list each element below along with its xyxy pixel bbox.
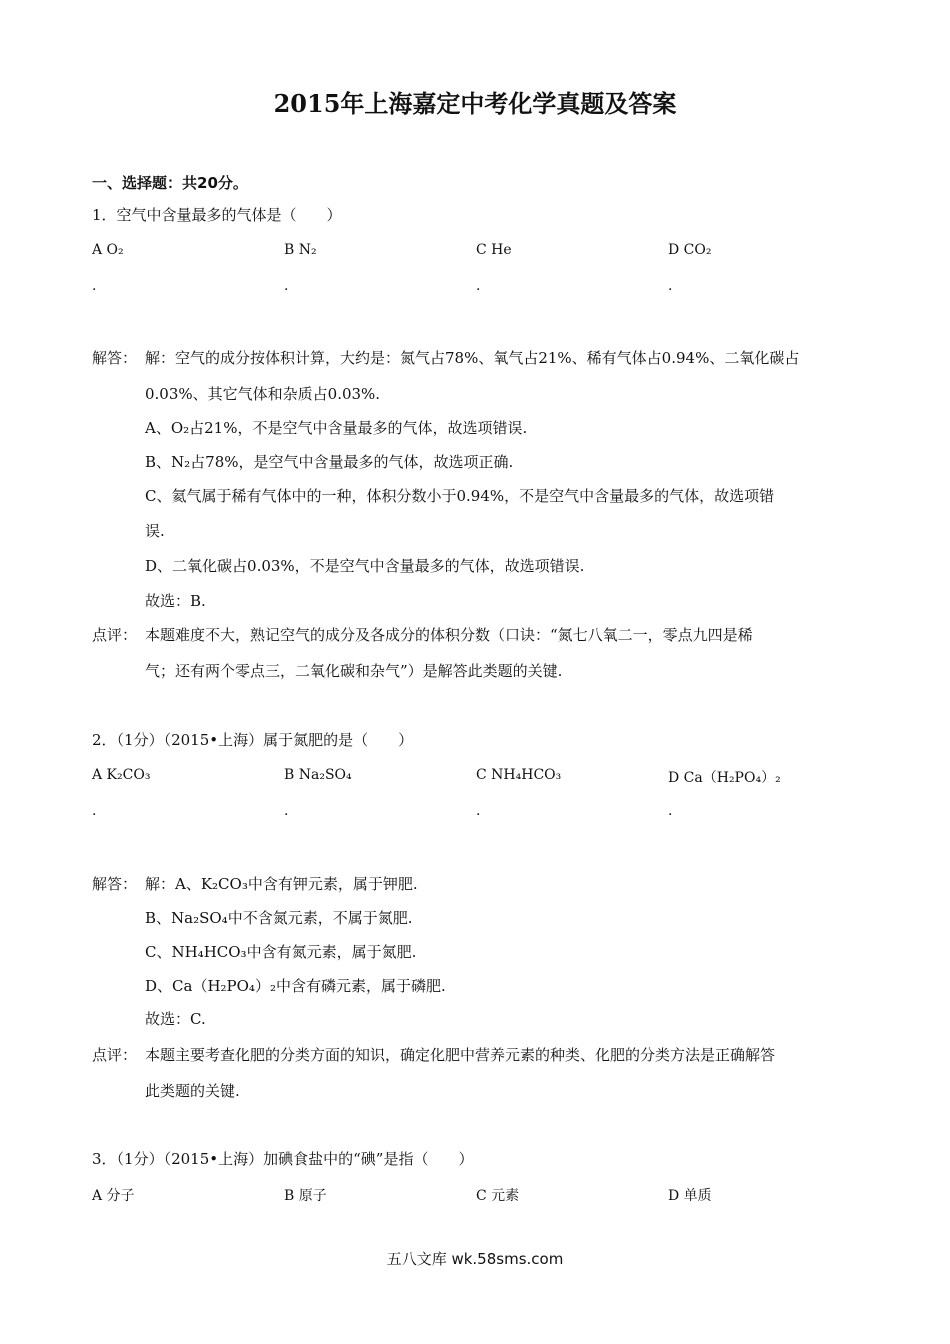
q3-option-a: A 分子 xyxy=(92,1188,135,1204)
q1-dot: . xyxy=(668,278,673,294)
q2-answer-line: 故选：C. xyxy=(145,1010,206,1028)
q2-option-b: B Na₂SO₄ xyxy=(284,767,352,783)
question-1-stem: 1．空气中含量最多的气体是（ ） xyxy=(92,206,342,224)
q2-dot: . xyxy=(668,803,673,819)
q1-comment-line: 本题难度不大，熟记空气的成分及各成分的体积分数（口诀：“氮七八氧二一，零点九四是稀 xyxy=(145,626,753,644)
q2-answer-line: B、Na₂SO₄中不含氮元素，不属于氮肥. xyxy=(145,909,413,927)
q2-answer-line: C、NH₄HCO₃中含有氮元素，属于氮肥. xyxy=(145,943,417,961)
q2-option-d: D Ca（H₂PO₄）₂ xyxy=(668,770,781,786)
q2-comment-label: 点评： xyxy=(92,1046,138,1064)
q3-option-c: C 元素 xyxy=(476,1188,520,1204)
q3-option-b: B 原子 xyxy=(284,1188,327,1204)
q1-answer-line: 解：空气的成分按体积计算，大约是：氮气占78%、氧气占21%、稀有气体占0.94%、二氧化碳占 xyxy=(145,349,800,367)
q2-comment-line: 本题主要考查化肥的分类方面的知识，确定化肥中营养元素的种类、化肥的分类方法是正确解答 xyxy=(145,1046,776,1064)
q1-dot: . xyxy=(476,278,481,294)
q2-dot: . xyxy=(284,803,289,819)
section-heading: 一、选择题：共20分。 xyxy=(92,174,248,192)
q1-option-d: D CO₂ xyxy=(668,242,712,258)
q2-dot: . xyxy=(476,803,481,819)
q1-answer-line: 误. xyxy=(145,522,165,540)
q1-comment-label: 点评： xyxy=(92,626,138,644)
q2-answer-line: D、Ca（H₂PO₄）₂中含有磷元素，属于磷肥. xyxy=(145,977,446,995)
q1-dot: . xyxy=(92,278,97,294)
footer-watermark: 五八文库 wk.58sms.com xyxy=(386,1250,564,1268)
q1-answer-line: D、二氧化碳占0.03%，不是空气中含量最多的气体，故选项错误. xyxy=(145,557,585,575)
q2-comment-line: 此类题的关键. xyxy=(145,1082,240,1100)
q1-answer-label: 解答： xyxy=(92,349,138,367)
q2-answer-label: 解答： xyxy=(92,875,138,893)
q2-answer-line: 解：A、K₂CO₃中含有钾元素，属于钾肥. xyxy=(145,875,418,893)
q1-answer-line: A、O₂占21%，不是空气中含量最多的气体，故选项错误. xyxy=(145,419,528,437)
q2-option-c: C NH₄HCO₃ xyxy=(476,767,562,783)
q1-answer-line: C、氦气属于稀有气体中的一种，体积分数小于0.94%，不是空气中含量最多的气体，故选项错 xyxy=(145,487,775,505)
page-title: 2015年上海嘉定中考化学真题及答案 xyxy=(273,89,677,118)
q1-option-b: B N₂ xyxy=(284,242,317,258)
question-2-stem: 2．（1分）（2015•上海）属于氮肥的是（ ） xyxy=(92,731,414,749)
q1-comment-line: 气；还有两个零点三，二氧化碳和杂气”）是解答此类题的关键. xyxy=(145,662,563,680)
q1-answer-line: 故选：B. xyxy=(145,592,206,610)
q2-option-a: A K₂CO₃ xyxy=(92,767,151,783)
q1-answer-line: B、N₂占78%，是空气中含量最多的气体，故选项正确. xyxy=(145,453,514,471)
q1-dot: . xyxy=(284,278,289,294)
question-3-stem: 3．（1分）（2015•上海）加碘食盐中的“碘”是指（ ） xyxy=(92,1150,474,1168)
q1-answer-line: 0.03%、其它气体和杂质占0.03%. xyxy=(145,385,381,403)
q1-option-a: A O₂ xyxy=(92,242,124,258)
q2-dot: . xyxy=(92,803,97,819)
q1-option-c: C He xyxy=(476,242,512,258)
q3-option-d: D 单质 xyxy=(668,1188,712,1204)
